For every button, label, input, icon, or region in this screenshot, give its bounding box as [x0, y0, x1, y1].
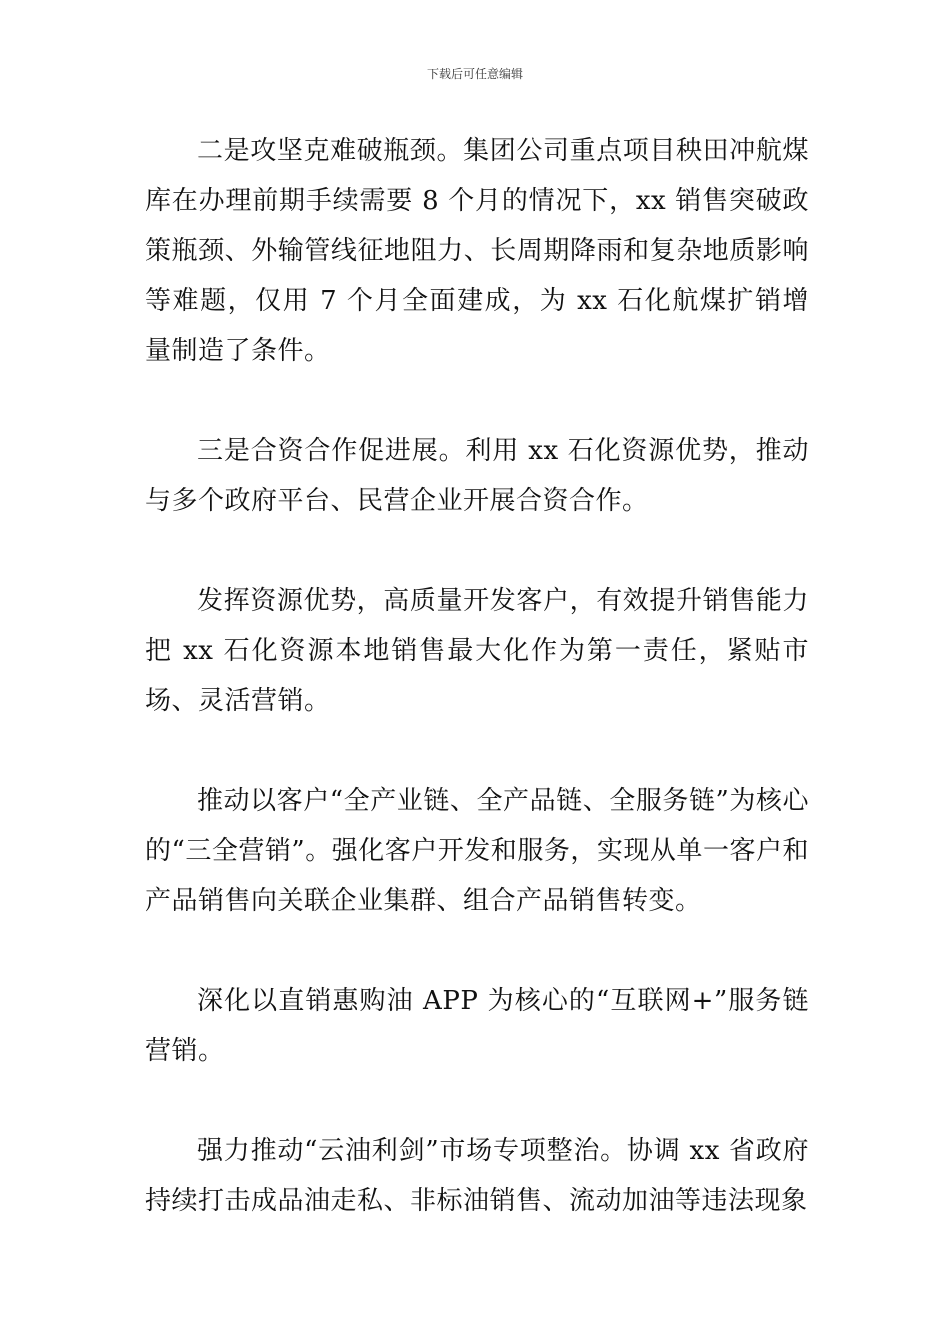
- document-body: [145, 126, 809, 1276]
- paragraph-breakthrough: 二是攻坚克难破瓶颈。集团公司重点项目秧田冲航煤库在办理前期手续需要 8 个月的情况下，xx 销售突破政策瓶颈、外输管线征地阻力、长周期降雨和复杂地质影响等难题，仅用 7 个月全面建成，为 xx 石化航煤扩销增量制造了条件。: [145, 136, 809, 366]
- paragraph-three-full-marketing: 推动以客户“全产业链、全产品链、全服务链”为核心的“三全营销”。强化客户开发和服务，实现从单一客户和产品销售向关联企业集群、组合产品销售转变。: [145, 786, 809, 916]
- paragraph-resource-advantage: 发挥资源优势，高质量开发客户，有效提升销售能力把 xx 石化资源本地销售最大化作为第一责任，紧贴市场、灵活营销。: [145, 586, 809, 716]
- page-header-note: 下载后可任意编辑: [426, 67, 523, 81]
- paragraph-joint-venture: 三是合资合作促进展。利用 xx 石化资源优势，推动与多个政府平台、民营企业开展合资合作。: [145, 436, 809, 516]
- paragraph-market-rectification: 强力推动“云油利剑”市场专项整治。协调 xx 省政府持续打击成品油走私、非标油销售、流动加油等违法现象: [145, 1136, 809, 1216]
- paragraph-internet-plus: 深化以直销惠购油 APP 为核心的“互联网+”服务链营销。: [145, 986, 809, 1066]
